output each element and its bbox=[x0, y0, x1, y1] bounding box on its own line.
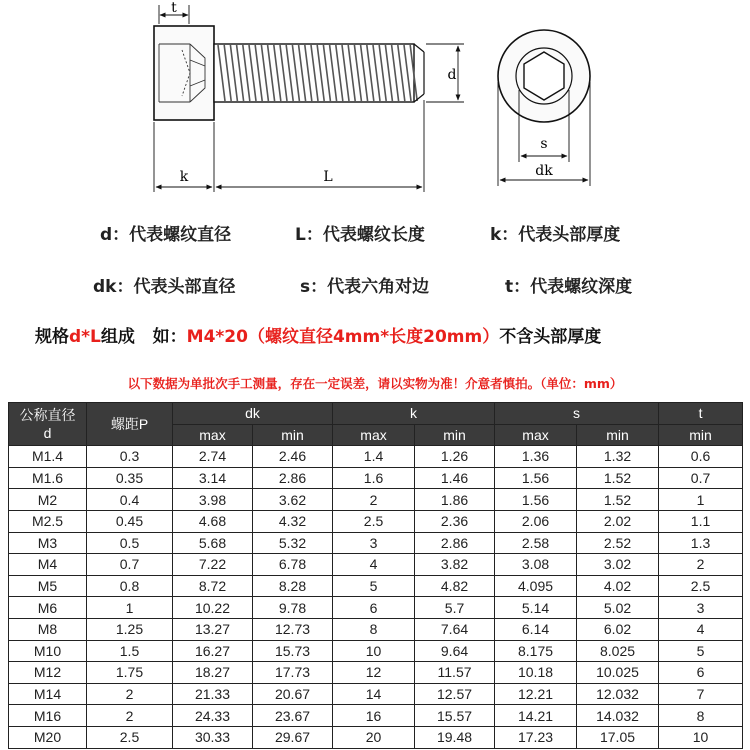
cell-pitch: 0.45 bbox=[87, 510, 173, 532]
cell-dk-min: 8.28 bbox=[253, 575, 333, 597]
table-row bbox=[9, 510, 743, 532]
cell-s-min: 3.02 bbox=[577, 554, 659, 576]
cell-s-max: 1.56 bbox=[495, 467, 577, 489]
cell-t-min: 0.7 bbox=[659, 467, 743, 489]
cell-dk-max: 8.72 bbox=[173, 575, 253, 597]
header-dk-max: max bbox=[173, 424, 253, 446]
cell-dk-max: 21.33 bbox=[173, 683, 253, 705]
cell-s-max: 2.06 bbox=[495, 510, 577, 532]
cell-nominal: M1.6 bbox=[9, 467, 87, 489]
label-s: s bbox=[540, 136, 548, 152]
header-nominal bbox=[9, 403, 87, 446]
cell-t-min: 5 bbox=[659, 640, 743, 662]
cell-k-min: 9.64 bbox=[415, 640, 495, 662]
spec-example: M4*20（螺纹直径4mm*长度20mm） bbox=[186, 327, 500, 347]
cell-s-min: 10.025 bbox=[577, 662, 659, 684]
cell-k-min: 1.26 bbox=[415, 446, 495, 468]
table-row bbox=[9, 489, 743, 511]
label-d: d bbox=[447, 67, 457, 83]
table-row bbox=[9, 662, 743, 684]
screw-end-view bbox=[498, 30, 590, 186]
cell-k-min: 12.57 bbox=[415, 683, 495, 705]
cell-pitch: 2.5 bbox=[87, 726, 173, 748]
cell-t-min: 4 bbox=[659, 618, 743, 640]
measurement-notice: 以下数据为单批次手工测量，存在一定误差，请以实物为准！介意者慎拍。（单位：mm） bbox=[127, 376, 623, 391]
cell-k-max: 6 bbox=[333, 597, 415, 619]
cell-pitch: 0.4 bbox=[87, 489, 173, 511]
cell-s-min: 8.025 bbox=[577, 640, 659, 662]
cell-k-max: 2.5 bbox=[333, 510, 415, 532]
label-L: L bbox=[323, 169, 333, 185]
cell-s-max: 1.56 bbox=[495, 489, 577, 511]
cell-dk-min: 12.73 bbox=[253, 618, 333, 640]
cell-dk-min: 2.86 bbox=[253, 467, 333, 489]
header-k-min: min bbox=[415, 424, 495, 446]
cell-k-min: 1.86 bbox=[415, 489, 495, 511]
cell-t-min: 1.1 bbox=[659, 510, 743, 532]
cell-dk-max: 30.33 bbox=[173, 726, 253, 748]
cell-nominal: M10 bbox=[9, 640, 87, 662]
cell-k-min: 2.86 bbox=[415, 532, 495, 554]
cell-dk-min: 3.62 bbox=[253, 489, 333, 511]
cell-pitch: 0.35 bbox=[87, 467, 173, 489]
table-row bbox=[9, 640, 743, 662]
header-pitch: 螺距P bbox=[87, 403, 173, 446]
dimension-d bbox=[426, 44, 464, 102]
cell-s-min: 1.52 bbox=[577, 489, 659, 511]
cell-k-max: 5 bbox=[333, 575, 415, 597]
table-row bbox=[9, 683, 743, 705]
cell-s-max: 14.21 bbox=[495, 705, 577, 727]
table-row bbox=[9, 618, 743, 640]
cell-dk-max: 18.27 bbox=[173, 662, 253, 684]
cell-k-min: 7.64 bbox=[415, 618, 495, 640]
cell-pitch: 2 bbox=[87, 683, 173, 705]
cell-dk-min: 4.32 bbox=[253, 510, 333, 532]
screw-technical-drawing bbox=[0, 0, 750, 200]
table-row bbox=[9, 532, 743, 554]
spec-table-body bbox=[9, 446, 743, 748]
cell-dk-min: 20.67 bbox=[253, 683, 333, 705]
label-dk: dk bbox=[535, 163, 553, 179]
cell-dk-max: 10.22 bbox=[173, 597, 253, 619]
cell-s-min: 1.52 bbox=[577, 467, 659, 489]
cell-nominal: M5 bbox=[9, 575, 87, 597]
cell-k-min: 2.36 bbox=[415, 510, 495, 532]
cell-s-min: 2.52 bbox=[577, 532, 659, 554]
cell-pitch: 1 bbox=[87, 597, 173, 619]
spec-middle: 组成 如： bbox=[100, 327, 187, 347]
cell-dk-max: 16.27 bbox=[173, 640, 253, 662]
header-nominal-sub: d bbox=[43, 425, 52, 442]
cell-t-min: 2 bbox=[659, 554, 743, 576]
cell-s-min: 14.032 bbox=[577, 705, 659, 727]
cell-s-max: 4.095 bbox=[495, 575, 577, 597]
cell-nominal: M16 bbox=[9, 705, 87, 727]
cell-pitch: 0.3 bbox=[87, 446, 173, 468]
cell-k-min: 11.57 bbox=[415, 662, 495, 684]
cell-k-max: 14 bbox=[333, 683, 415, 705]
table-row bbox=[9, 705, 743, 727]
cell-s-min: 1.32 bbox=[577, 446, 659, 468]
cell-nominal: M12 bbox=[9, 662, 87, 684]
cell-t-min: 2.5 bbox=[659, 575, 743, 597]
legend-k: k：代表头部厚度 bbox=[490, 225, 621, 245]
cell-dk-min: 2.46 bbox=[253, 446, 333, 468]
cell-pitch: 0.5 bbox=[87, 532, 173, 554]
cell-s-min: 12.032 bbox=[577, 683, 659, 705]
cell-dk-min: 23.67 bbox=[253, 705, 333, 727]
cell-nominal: M6 bbox=[9, 597, 87, 619]
cell-dk-max: 7.22 bbox=[173, 554, 253, 576]
cell-k-min: 1.46 bbox=[415, 467, 495, 489]
cell-nominal: M20 bbox=[9, 726, 87, 748]
cell-k-max: 16 bbox=[333, 705, 415, 727]
cell-t-min: 1 bbox=[659, 489, 743, 511]
header-k: k bbox=[333, 403, 495, 425]
cell-s-min: 5.02 bbox=[577, 597, 659, 619]
cell-k-max: 20 bbox=[333, 726, 415, 748]
label-k: k bbox=[179, 169, 189, 185]
dimension-t bbox=[159, 0, 189, 24]
header-s-min: min bbox=[577, 424, 659, 446]
cell-dk-min: 29.67 bbox=[253, 726, 333, 748]
spec-table bbox=[8, 402, 743, 749]
cell-s-min: 17.05 bbox=[577, 726, 659, 748]
cell-k-min: 5.7 bbox=[415, 597, 495, 619]
cell-s-max: 10.18 bbox=[495, 662, 577, 684]
cell-pitch: 1.5 bbox=[87, 640, 173, 662]
cell-dk-min: 5.32 bbox=[253, 532, 333, 554]
cell-t-min: 7 bbox=[659, 683, 743, 705]
cell-s-max: 3.08 bbox=[495, 554, 577, 576]
header-dk: dk bbox=[173, 403, 333, 425]
cell-nominal: M8 bbox=[9, 618, 87, 640]
header-nominal-label: 公称直径 bbox=[19, 407, 76, 424]
cell-s-max: 8.175 bbox=[495, 640, 577, 662]
cell-nominal: M1.4 bbox=[9, 446, 87, 468]
cell-k-max: 1.6 bbox=[333, 467, 415, 489]
cell-s-max: 1.36 bbox=[495, 446, 577, 468]
table-row bbox=[9, 554, 743, 576]
cell-k-max: 12 bbox=[333, 662, 415, 684]
header-s-max: max bbox=[495, 424, 577, 446]
table-row bbox=[9, 575, 743, 597]
cell-t-min: 6 bbox=[659, 662, 743, 684]
table-row bbox=[9, 726, 743, 748]
cell-k-max: 8 bbox=[333, 618, 415, 640]
table-row bbox=[9, 467, 743, 489]
cell-k-min: 3.82 bbox=[415, 554, 495, 576]
cell-k-max: 10 bbox=[333, 640, 415, 662]
spec-suffix: 不含头部厚度 bbox=[499, 327, 602, 347]
cell-nominal: M4 bbox=[9, 554, 87, 576]
cell-dk-max: 5.68 bbox=[173, 532, 253, 554]
cell-dk-max: 3.14 bbox=[173, 467, 253, 489]
cell-s-max: 12.21 bbox=[495, 683, 577, 705]
cell-t-min: 0.6 bbox=[659, 446, 743, 468]
header-k-max: max bbox=[333, 424, 415, 446]
cell-t-min: 3 bbox=[659, 597, 743, 619]
cell-k-max: 3 bbox=[333, 532, 415, 554]
cell-s-max: 5.14 bbox=[495, 597, 577, 619]
cell-s-min: 2.02 bbox=[577, 510, 659, 532]
cell-k-max: 1.4 bbox=[333, 446, 415, 468]
cell-s-min: 4.02 bbox=[577, 575, 659, 597]
cell-dk-max: 3.98 bbox=[173, 489, 253, 511]
cell-dk-max: 4.68 bbox=[173, 510, 253, 532]
cell-t-min: 8 bbox=[659, 705, 743, 727]
header-dk-min: min bbox=[253, 424, 333, 446]
cell-dk-min: 17.73 bbox=[253, 662, 333, 684]
cell-t-min: 10 bbox=[659, 726, 743, 748]
legend-d: d：代表螺纹直径 bbox=[100, 225, 232, 245]
cell-pitch: 2 bbox=[87, 705, 173, 727]
cell-k-max: 4 bbox=[333, 554, 415, 576]
spec-prefix: 规格 bbox=[35, 327, 69, 347]
cell-nominal: M2 bbox=[9, 489, 87, 511]
cell-k-min: 4.82 bbox=[415, 575, 495, 597]
cell-k-min: 15.57 bbox=[415, 705, 495, 727]
legend-dk: dk：代表头部直径 bbox=[93, 277, 236, 297]
cell-pitch: 0.7 bbox=[87, 554, 173, 576]
header-t: t bbox=[659, 403, 743, 425]
legend-s: s：代表六角对边 bbox=[300, 277, 430, 297]
cell-dk-min: 9.78 bbox=[253, 597, 333, 619]
cell-pitch: 1.75 bbox=[87, 662, 173, 684]
cell-nominal: M3 bbox=[9, 532, 87, 554]
table-row bbox=[9, 597, 743, 619]
label-t: t bbox=[171, 0, 177, 16]
cell-nominal: M2.5 bbox=[9, 510, 87, 532]
cell-k-max: 2 bbox=[333, 489, 415, 511]
cell-dk-min: 15.73 bbox=[253, 640, 333, 662]
cell-dk-max: 13.27 bbox=[173, 618, 253, 640]
header-s: s bbox=[495, 403, 659, 425]
spec-formula: d*L bbox=[69, 327, 101, 347]
cell-dk-max: 2.74 bbox=[173, 446, 253, 468]
cell-pitch: 1.25 bbox=[87, 618, 173, 640]
cell-nominal: M14 bbox=[9, 683, 87, 705]
legend-L: L：代表螺纹长度 bbox=[295, 225, 425, 245]
cell-t-min: 1.3 bbox=[659, 532, 743, 554]
cell-dk-min: 6.78 bbox=[253, 554, 333, 576]
cell-pitch: 0.8 bbox=[87, 575, 173, 597]
cell-s-max: 17.23 bbox=[495, 726, 577, 748]
cell-s-max: 2.58 bbox=[495, 532, 577, 554]
cell-k-min: 19.48 bbox=[415, 726, 495, 748]
cell-dk-max: 24.33 bbox=[173, 705, 253, 727]
legend-t: t：代表螺纹深度 bbox=[505, 277, 633, 297]
cell-s-max: 6.14 bbox=[495, 618, 577, 640]
header-t-min: min bbox=[659, 424, 743, 446]
screw-side-view bbox=[154, 26, 424, 120]
cell-s-min: 6.02 bbox=[577, 618, 659, 640]
table-row bbox=[9, 446, 743, 468]
